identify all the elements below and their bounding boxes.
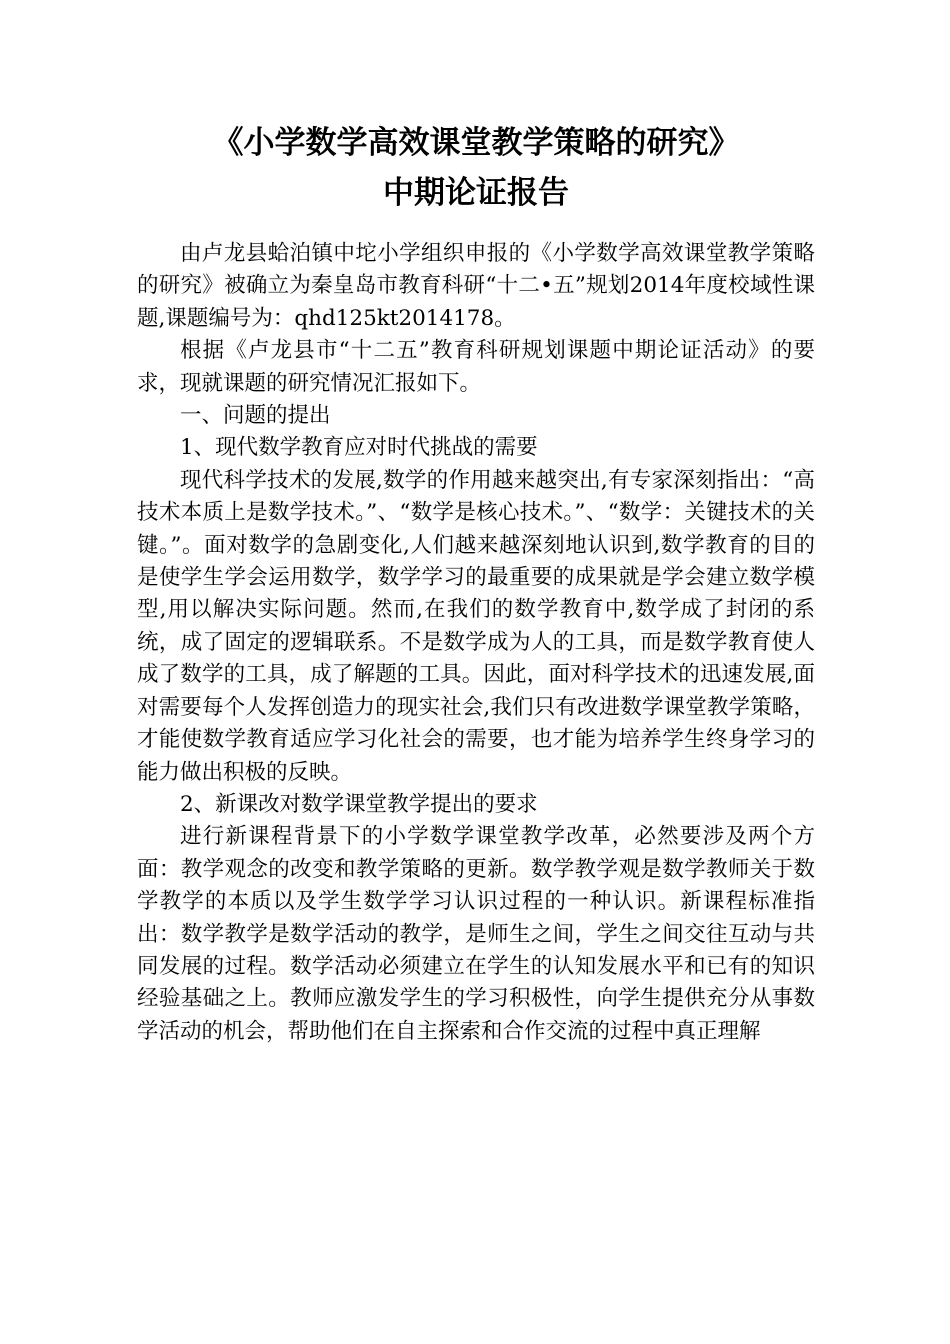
- document-subtitle: 中期论证报告: [383, 175, 569, 211]
- paragraph-intro: 由卢龙县蛤泊镇中坨小学组织申报的《小学数学高效课堂教学策略的研究》被确立为秦皇岛市教育科研“十二•五”规划2014年度校域性课题,课题编号为：qhd125kt2014178。: [137, 241, 815, 331]
- paragraph-modern-math: 现代科学技术的发展,数学的作用越来越突出,有专家深刻指出：“高技术本质上是数学技术。”、“数学是核心技术。”、“数学：关键技术的关键。”。面对数学的急剧变化,人们越来越深刻地认识到,数学教育的目的是使学生学会运用数学，数学学习的最重要的成果就是学会建立数学模型,用以解决实际问题。然而,在我们的数学教育中,数学成了封闭的系统，成了固定的逻辑联系。不是数学成为人的工具，而是数学教育使人成了数学的工具，成了解题的工具。因此，面对科学技术的迅速发展,面对需要每个人发挥创造力的现实社会,我们只有改进数学课堂教学策略，才能使数学教育适应学习化社会的需要，也才能为培养学生终身学习的能力做出积极的反映。: [137, 467, 815, 785]
- paragraph-new-curriculum: 进行新课程背景下的小学数学课堂教学改革，必然要涉及两个方面：教学观念的改变和教学策略的更新。数学教学观是数学教师关于数学教学的本质以及学生数学学习认识过程的一种认识。新课程标准指出：数学教学是数学活动的教学，是师生之间，学生之间交往互动与共同发展的过程。数学活动必须建立在学生的认知发展水平和已有的知识经验基础之上。教师应激发学生的学习积极性，向学生提供充分从事数学活动的机会，帮助他们在自主探索和合作交流的过程中真正理解: [137, 824, 815, 1044]
- document-page: [137, 118, 815, 1048]
- document-title: 《小学数学高效课堂教学策略的研究》: [212, 125, 740, 161]
- subsection-heading-1: 1、现代数学教育应对时代挑战的需要: [180, 435, 538, 461]
- subsection-heading-2: 2、新课改对数学课堂教学提出的要求: [180, 791, 538, 817]
- paragraph-basis: 根据《卢龙县市“十二五”教育科研规划课题中期论证活动》的要求，现就课题的研究情况汇报如下。: [137, 338, 815, 396]
- section-heading-1: 一、问题的提出: [180, 403, 331, 429]
